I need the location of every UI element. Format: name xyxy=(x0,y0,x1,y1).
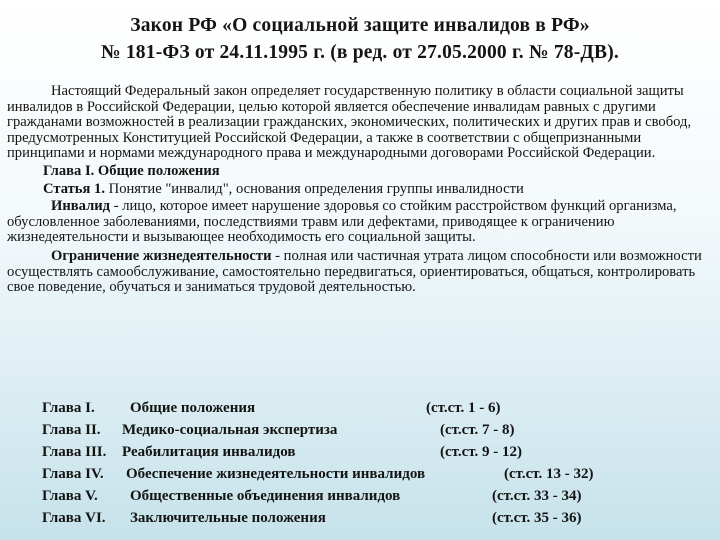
chapter-row xyxy=(42,400,702,422)
chapter-name: Обеспечение жизнедеятельности инвалидов xyxy=(126,466,426,482)
chapter-row xyxy=(42,444,702,466)
chapter-label: Глава II. xyxy=(42,422,101,438)
chapter-row xyxy=(42,466,702,488)
article-1-text: Понятие "инвалид", основания определения группы инвалидности xyxy=(108,180,524,197)
chapter-list xyxy=(42,400,702,532)
page-title xyxy=(0,12,720,66)
chapter-range: (ст.ст. 33 - 34) xyxy=(492,488,582,504)
definition-invalid-text: - лицо, которое имеет нарушение здоровья со стойким расстройством функций организма, обусловленное заболеваниями, последствиями травм или дефектами, приводящее к ограничению жизнедеятельности и вызывающее необходимость его социальной защиты. xyxy=(7,198,677,246)
chapter-label: Глава III. xyxy=(42,444,107,460)
chapter-1-heading: Глава I. Общие положения xyxy=(43,162,220,179)
intro-paragraph: Настоящий Федеральный закон определяет государственную политику в области социальной защиты инвалидов в Российской Федерации, целью которой является обеспечение инвалидам равных с другими гражданами возможностей в реализации гражданских, экономических, политических и других прав и свобод, предусмотренных Конституцией Российской Федерации, а также в соответствии с общепризнанными принципами и нормами международного права и международными договорами Российской Федерации. xyxy=(7,83,692,162)
chapter-label: Глава VI. xyxy=(42,510,106,526)
chapter-range: (ст.ст. 7 - 8) xyxy=(440,422,515,438)
law-text xyxy=(7,84,713,296)
definition-invalid-term: Инвалид xyxy=(51,198,111,215)
chapter-range: (ст.ст. 1 - 6) xyxy=(426,400,501,416)
chapter-name: Реабилитация инвалидов xyxy=(122,444,296,460)
chapter-name: Медико-социальная экспертиза xyxy=(122,422,338,438)
chapter-range: (ст.ст. 13 - 32) xyxy=(504,466,594,482)
chapter-range: (ст.ст. 9 - 12) xyxy=(440,444,523,460)
definition-limitation-term: Ограничение жизнедеятельности xyxy=(51,247,272,264)
chapter-row xyxy=(42,422,702,444)
chapter-label: Глава I. xyxy=(42,400,95,416)
chapter-name: Общие положения xyxy=(130,400,256,416)
chapter-row xyxy=(42,488,702,510)
chapter-label: Глава V. xyxy=(42,488,98,504)
article-1-label: Статья 1. xyxy=(43,180,105,197)
article-1-heading xyxy=(7,182,713,198)
definition-limitation-text: - полная или частичная утрата лицом способности или возможности осуществлять самообслуживание, самостоятельно передвигаться, ориентироваться, общаться, контролировать свое поведение, обучаться и заниматься трудовой деятельностью. xyxy=(7,247,702,296)
chapter-range: (ст.ст. 35 - 36) xyxy=(492,510,582,526)
chapter-name: Заключительные положения xyxy=(130,510,326,526)
title-line-2: № 181-ФЗ от 24.11.1995 г. (в ред. от 27.05.2000 г. № 78-ДВ). xyxy=(100,42,620,63)
definition-limitation xyxy=(7,249,713,296)
chapter-row xyxy=(42,510,702,532)
title-line-1: Закон РФ «О социальной защите инвалидов в РФ» xyxy=(130,15,590,36)
definition-invalid xyxy=(7,199,713,246)
chapter-name: Общественные объединения инвалидов xyxy=(130,488,401,504)
chapter-label: Глава IV. xyxy=(42,466,104,482)
